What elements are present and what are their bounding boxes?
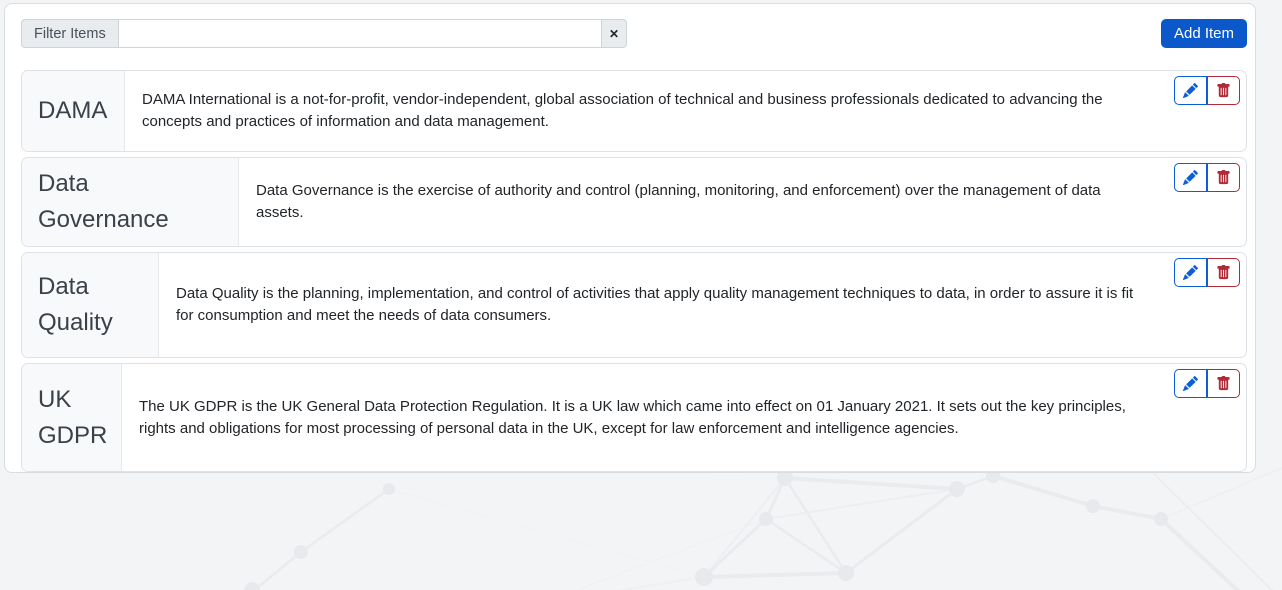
- trash-icon: [1216, 170, 1231, 185]
- filter-input[interactable]: [118, 19, 602, 48]
- trash-icon: [1216, 265, 1231, 280]
- pencil-icon: [1183, 376, 1198, 391]
- pencil-icon: [1183, 170, 1198, 185]
- delete-item-button[interactable]: [1207, 369, 1240, 398]
- x-icon: ✕: [608, 26, 620, 41]
- item-term: Data Governance: [22, 158, 239, 246]
- edit-item-button[interactable]: [1174, 163, 1207, 192]
- item-term: UK GDPR: [22, 364, 122, 471]
- edit-item-button[interactable]: [1174, 369, 1207, 398]
- add-item-button[interactable]: Add Item: [1161, 19, 1247, 48]
- item-row-data-quality: [21, 252, 1247, 358]
- item-row-data-governance: [21, 157, 1247, 247]
- edit-item-button[interactable]: [1174, 258, 1207, 287]
- row-actions: [1174, 163, 1240, 192]
- pencil-icon: [1183, 83, 1198, 98]
- delete-item-button[interactable]: [1207, 163, 1240, 192]
- edit-item-button[interactable]: [1174, 76, 1207, 105]
- clear-filter-button[interactable]: [602, 19, 627, 48]
- trash-icon: [1216, 83, 1231, 98]
- item-definition: The UK GDPR is the UK General Data Protection Regulation. It is a UK law which came into effect on 01 January 2021. It sets out the key principles, rights and obligations for most processing of personal data in the UK, except for law enforcement and intelligence agencies.: [139, 397, 1126, 437]
- toolbar: [21, 19, 1247, 48]
- item-term: Data Quality: [22, 253, 159, 357]
- row-actions: [1174, 76, 1240, 105]
- delete-item-button[interactable]: [1207, 258, 1240, 287]
- item-row-dama: [21, 70, 1247, 152]
- trash-icon: [1216, 376, 1231, 391]
- delete-item-button[interactable]: [1207, 76, 1240, 105]
- filter-input-group: [21, 19, 627, 48]
- row-actions: [1174, 258, 1240, 287]
- item-term: DAMA: [22, 71, 125, 151]
- item-definition: Data Governance is the exercise of authority and control (planning, monitoring, and enforcement) over the management of data assets.: [256, 182, 1101, 221]
- pencil-icon: [1183, 265, 1198, 280]
- item-row-uk-gdpr: [21, 363, 1247, 472]
- items-panel: [4, 3, 1256, 473]
- row-actions: [1174, 369, 1240, 398]
- item-definition: Data Quality is the planning, implementation, and control of activities that apply quality management techniques to data, in order to assure it is fit for consumption and meet the needs of data consumers.: [176, 285, 1134, 324]
- item-definition: DAMA International is a not-for-profit, vendor-independent, global association of technical and business professionals dedicated to advancing the concepts and practices of information and data management.: [142, 91, 1103, 130]
- filter-items-label: Filter Items: [21, 19, 118, 48]
